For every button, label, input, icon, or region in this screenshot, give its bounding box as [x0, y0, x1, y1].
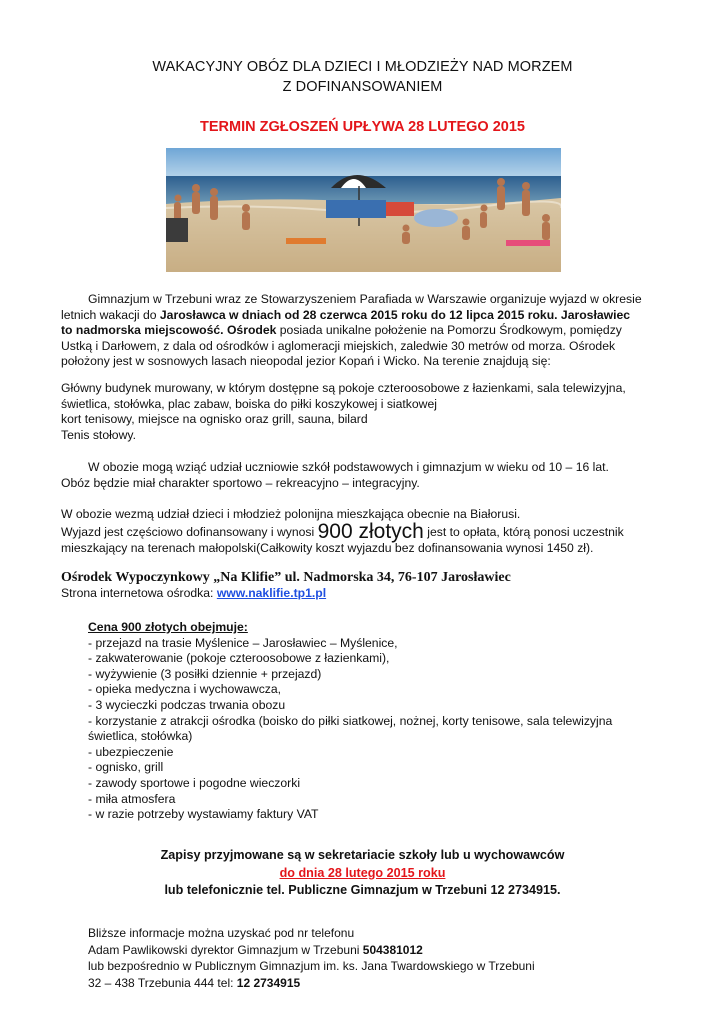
venue-name: Ośrodek Wypoczynkowy „Na Klifie” ul. Nadmorska 34, 76-107 Jarosławiec	[61, 570, 511, 585]
price-line-2: mieszkający na terenach małopolski(Całkowity koszt wyjazdu bez dofinansowania wynosi 1450 zł).	[61, 540, 594, 555]
includes-item: świetlica, stołówka)	[88, 729, 193, 744]
contact-section	[88, 925, 688, 991]
price-pre: Wyjazd jest częściowo dofinansowany i wynosi	[61, 525, 318, 539]
includes-item: - przejazd na trasie Myślenice – Jarosławiec – Myślenice,	[88, 635, 398, 650]
contact-director: Adam Pawlikowski dyrektor Gimnazjum w Trzebuni	[88, 942, 363, 957]
facilities-line-4: Tenis stołowy.	[61, 427, 136, 442]
title-line-2: Z DOFINANSOWANIEM	[282, 79, 443, 95]
contact-address: 32 – 438 Trzebunia 444 tel:	[88, 975, 237, 990]
signup-section	[0, 847, 725, 900]
includes-item: - zawody sportowe i pogodne wieczorki	[88, 775, 301, 790]
signup-line-3: lub telefonicznie tel. Publiczne Gimnazjum w Trzebuni 12 2734915.	[164, 883, 561, 897]
intro-line-2-b: Jarosławca w dniach od 28 czerwca 2015 roku do 12 lipca 2015 roku. Jarosławiec	[159, 307, 631, 322]
includes-item: - ubezpieczenie	[88, 744, 174, 759]
website-line	[61, 586, 661, 602]
intro-line-3-a: to nadmorska miejscowość. Ośrodek	[61, 323, 277, 338]
intro-line-2	[61, 308, 688, 324]
intro-line-2-a: letnich wakacji do	[61, 307, 160, 322]
intro-paragraph	[61, 292, 688, 370]
signup-deadline: do dnia 28 lutego 2015 roku	[279, 865, 446, 880]
contact-line-4	[88, 975, 688, 992]
price-paragraph	[61, 520, 661, 556]
contact-line-3: lub bezpośrednio w Publicznym Gimnazjum im. ks. Jana Twardowskiego w Trzebuni	[88, 959, 535, 973]
includes-item: - korzystanie z atrakcji ośrodka (boisko do piłki siatkowej, nożnej, korty tenisowe, sala telewizyjna	[88, 713, 613, 728]
facilities-line-3: kort tenisowy, miejsce na ognisko oraz grill, sauna, bilard	[61, 412, 368, 427]
facilities-paragraph	[61, 381, 661, 443]
contact-school-phone: 12 2734915	[236, 975, 301, 990]
participants-line-1: W obozie mogą wziąć udział uczniowie szkół podstawowych i gimnazjum w wieku od 10 – 16 lat.	[88, 460, 609, 474]
includes-item: - zakwaterowanie (pokoje czteroosobowe z łazienkami),	[88, 651, 390, 666]
website-link[interactable]: www.naklifie.tp1.pl	[216, 586, 327, 600]
includes-item: - wyżywienie (3 posiłki dziennie + przejazd)	[88, 666, 322, 681]
contact-line-2	[88, 942, 688, 959]
includes-item: - opieka medyczna i wychowawcza,	[88, 682, 282, 697]
includes-item: - 3 wycieczki podczas trwania obozu	[88, 697, 286, 712]
includes-heading: Cena 900 złotych obejmuje:	[88, 620, 248, 634]
price-line-1	[61, 520, 661, 543]
document-title	[0, 57, 725, 97]
participants-paragraph	[61, 460, 688, 491]
beach-photo	[166, 148, 561, 272]
deadline-notice: TERMIN ZGŁOSZEŃ UPŁYWA 28 LUTEGO 2015	[200, 119, 525, 135]
intro-line-3-b: posiada unikalne położenie na Pomorzu Środkowym, pomiędzy	[276, 323, 622, 338]
includes-item: - w razie potrzeby wystawiamy faktury VAT	[88, 807, 319, 822]
participants-line-2: Obóz będzie miał charakter sportowo – rekreacyjno – integracyjny.	[61, 475, 420, 490]
belarus-paragraph: W obozie wezmą udział dzieci i młodzież polonijna mieszkająca obecnie na Białorusi.	[61, 507, 521, 521]
price-post: jest to opłata, którą ponosi uczestnik	[423, 525, 624, 539]
facilities-line-1: Główny budynek murowany, w którym dostępne są pokoje czteroosobowe z łazienkami, sala telewizyjna,	[61, 381, 626, 395]
contact-director-phone: 504381012	[362, 942, 423, 957]
intro-line-1: Gimnazjum w Trzebuni wraz ze Stowarzyszeniem Parafiada w Warszawie organizuje wyjazd w okresie	[88, 292, 642, 306]
signup-line-1: Zapisy przyjmowane są w sekretariacie szkoły lub u wychowawców	[160, 848, 565, 862]
price-amount: 900 złotych	[317, 520, 424, 543]
intro-line-5: położony jest w sosnowych lasach nieopodal jezior Kopań i Wicko. Na terenie znajdują się:	[61, 354, 551, 369]
contact-line-1: Bliższe informacje można uzyskać pod nr telefonu	[88, 926, 355, 940]
includes-item: - miła atmosfera	[88, 791, 176, 806]
includes-section	[88, 620, 688, 823]
title-line-1: WAKACYJNY OBÓZ DLA DZIECI I MŁODZIEŻY NAD MORZEM	[152, 59, 573, 75]
intro-line-3	[61, 323, 688, 339]
includes-item: - ognisko, grill	[88, 760, 164, 775]
facilities-line-2: świetlica, stołówka, plac zabaw, boiska do piłki koszykowej i siatkowej	[61, 396, 437, 411]
website-label: Strona internetowa ośrodka:	[61, 586, 217, 600]
intro-line-4: Ustką i Darłowem, z dala od ośrodków i aglomeracji miejskich, zaledwie 30 metrów od morza. Ośrodek	[61, 338, 616, 353]
includes-list	[88, 636, 688, 823]
